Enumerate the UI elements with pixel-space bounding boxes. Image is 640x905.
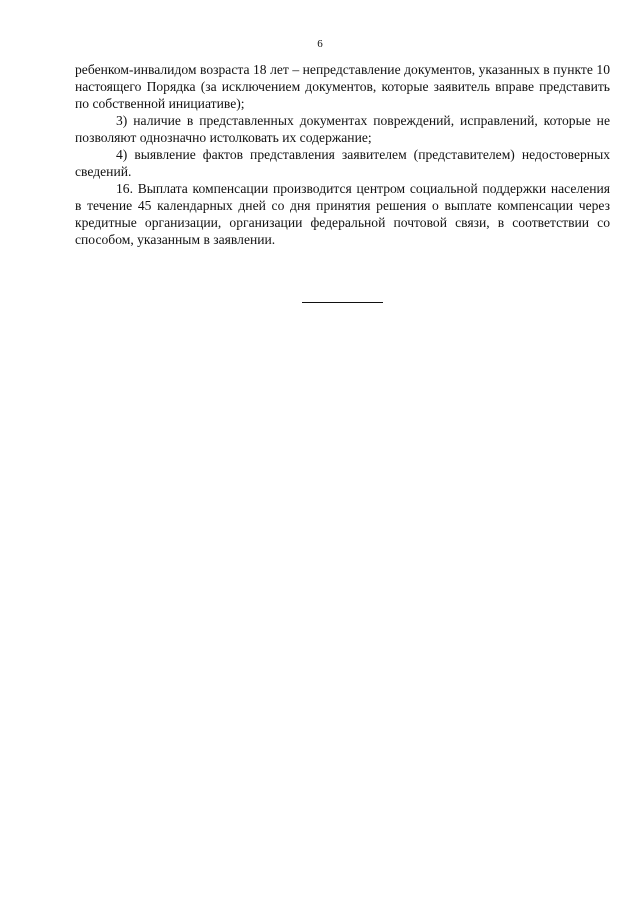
- paragraph-clause-16: 16. Выплата компенсации производится центром социальной поддержки населения в течение 45 календарных дней со дня принятия решения о выплате компенсации через кредитные организации, организации федеральной почтовой связи, в соответствии со способом, указанным в заявлении.: [75, 181, 610, 247]
- paragraph-item-4: 4) выявление фактов представления заявителем (представителем) недостоверных сведений.: [75, 147, 610, 179]
- end-divider-line: [302, 302, 383, 303]
- paragraph-continuation: ребенком-инвалидом возраста 18 лет – непредставление документов, указанных в пункте 10 настоящего Порядка (за исключением документов, которые заявитель вправе представить по собственной инициативе);: [75, 62, 610, 111]
- paragraph-item-3: 3) наличие в представленных документах повреждений, исправлений, которые не позволяют однозначно истолковать их содержание;: [75, 113, 610, 145]
- document-body: [75, 61, 610, 248]
- page-number: 6: [317, 38, 323, 50]
